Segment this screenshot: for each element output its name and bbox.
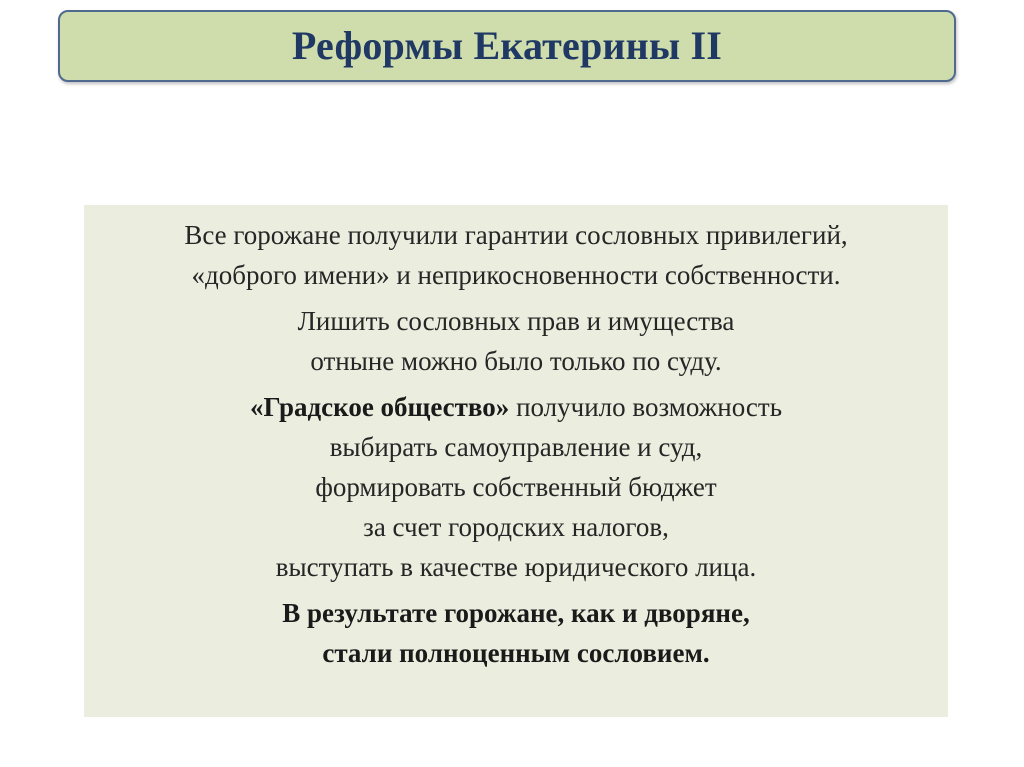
bold-term: «Градское общество» — [249, 392, 510, 422]
paragraph-privileges — [84, 215, 948, 295]
text-line: В результате горожане, как и дворяне, — [282, 598, 750, 628]
content-panel — [84, 205, 948, 717]
text-line: отныне можно было только по суду. — [310, 346, 722, 376]
text-line: стали полноценным сословием. — [322, 638, 710, 668]
paragraph-court — [84, 301, 948, 381]
slide-title: Реформы Екатерины II — [291, 22, 723, 68]
title-banner — [58, 10, 956, 82]
text-line: Лишить сословных прав и имущества — [297, 306, 735, 336]
text-line: за счет городских налогов, — [363, 512, 669, 542]
paragraph-city-society — [84, 387, 948, 587]
paragraph-conclusion — [84, 593, 948, 673]
text-line: выбирать самоуправление и суд, — [329, 432, 703, 462]
text-line: формировать собственный бюджет — [315, 472, 717, 502]
text-line: Все горожане получили гарантии сословных привилегий, — [184, 220, 848, 250]
text-line: выступать в качестве юридического лица. — [275, 552, 757, 582]
text-line: «доброго имени» и неприкосновенности собственности. — [191, 260, 841, 290]
text-line-mixed — [84, 387, 948, 427]
text-span: получило возможность — [509, 392, 783, 422]
